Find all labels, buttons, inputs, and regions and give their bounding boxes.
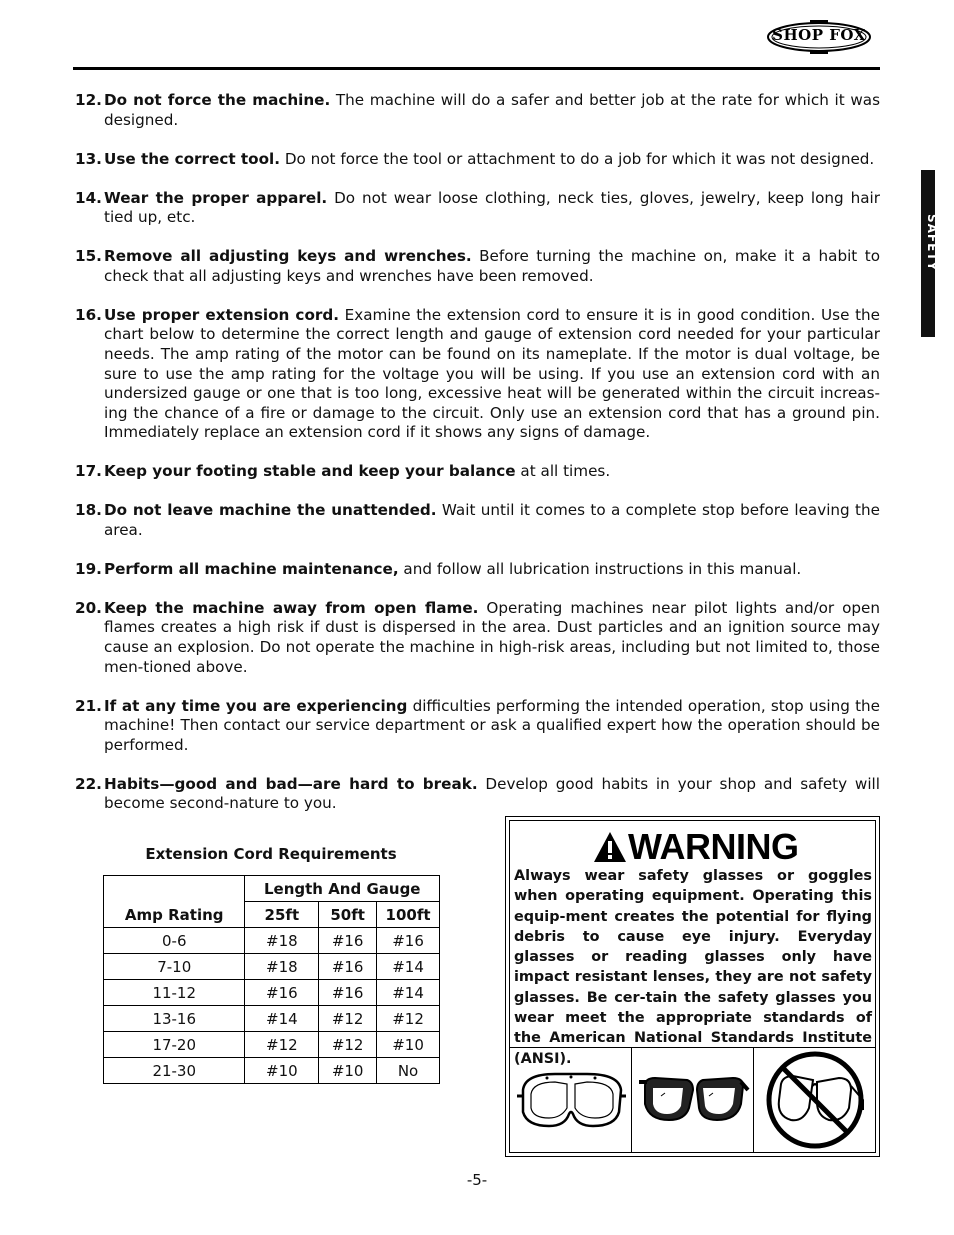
safety-rules-list	[75, 91, 880, 833]
table-row: 11-12 #16 #16 #14	[104, 980, 440, 1006]
list-item: 12. Do not force the machine. The machine will do a safer and better job at the rate for which it was designed.	[75, 91, 880, 129]
table-row: 17-20 #12 #12 #10	[104, 1032, 440, 1058]
prohibited-glasses-icon	[759, 1050, 871, 1150]
extension-cord-table	[103, 875, 440, 1084]
warning-text: Always wear safety glasses or goggles when operating equipment. Operating this equip-ment creates the potential for flying debris to cause eye injury. Everyday glasses or reading glasses only have impact resistant lenses, they are not safety glasses. Be cer-tain the safety glasses you wear meet the appropriate standards of the American National Standards Institute (ANSI).	[514, 868, 872, 1067]
list-item: 14. Wear the proper apparel. Do not wear loose clothing, neck ties, gloves, jewelry, keep long hair tied up, etc.	[75, 188, 880, 227]
list-item: 13. Use the correct tool. Do not force the tool or attachment to do a job for which it was not designed.	[75, 149, 875, 168]
warning-title: WARNING	[628, 826, 799, 867]
safety-goggles-icon	[515, 1060, 627, 1140]
section-tab	[921, 170, 939, 337]
list-item: 19. Perform all machine maintenance, and follow all lubrication instructions in this manual.	[75, 559, 802, 578]
table-row: 13-16 #14 #12 #12	[104, 1006, 440, 1032]
table-row: 7-10 #18 #16 #14	[104, 954, 440, 980]
list-item: 17. Keep your footing stable and keep your balance at all times.	[75, 462, 611, 481]
list-item: 21. If at any time you are experiencing difficulties performing the intended operation, stop using the machine! Then contact our service department or ask a qualified expert how the operation should be performed.	[75, 696, 880, 754]
warning-triangle-icon	[592, 830, 628, 864]
group-header: Length And Gauge	[245, 876, 440, 902]
list-item: 16. Use proper extension cord. Examine the extension cord to ensure it is in good condition. Use the chart below to determine the correct length and gauge of extension cord needed for your particular needs. The amp rating of the motor can be found on its nameplate. If the motor is dual voltage, be sure to use the amp rating for the voltage you will be using. If you use an extension cord with an undersized gauge or one that is too long, excessive heat will be generated within the circuit increas-ing the chance of a fire or damage to the circuit. Only use an extension cord that has a ground pin. Immediately replace an extension cord if it shows any signs of damage.	[75, 305, 880, 442]
table-title: Extension Cord Requirements	[145, 845, 397, 863]
row-header: Amp Rating	[104, 876, 245, 928]
glasses-illustrations	[510, 1047, 875, 1152]
warning-box	[505, 816, 880, 1157]
section-tab-label: SAFETY	[925, 214, 939, 272]
table-row: 0-6 #18 #16 #16	[104, 928, 440, 954]
goggles-image-cell	[510, 1048, 632, 1152]
warning-inner-frame	[509, 820, 876, 1153]
page-number: -5-	[466, 1171, 488, 1189]
header-rule	[73, 67, 880, 70]
list-item: 22. Habits—good and bad—are hard to break. Develop good habits in your shop and safety will become second-nature to you.	[75, 774, 881, 813]
column-header: 100ft	[377, 902, 440, 928]
safety-glasses-icon	[637, 1060, 749, 1140]
table-row: 21-30 #10 #10 No	[104, 1058, 440, 1084]
list-item: 20. Keep the machine away from open flame. Operating machines near pilot lights and/or open flames creates a high risk if dust is dispersed in the area. Dust particles and an ignition source may cause an explosion. Do not operate the machine in high-risk areas, including but not limited to, those men-tioned above.	[75, 598, 881, 676]
warning-header	[592, 827, 799, 867]
column-header: 50ft	[319, 902, 377, 928]
safety-glasses-image-cell	[632, 1048, 754, 1152]
list-item: 18. Do not leave machine the unattended. Wait until it comes to a complete stop before leaving the area.	[75, 501, 880, 539]
prohibited-glasses-image-cell	[754, 1048, 875, 1152]
list-item: 15. Remove all adjusting keys and wrenches. Before turning the machine on, make it a habit to check that all adjusting keys and wrenches have been removed.	[75, 247, 880, 285]
column-header: 25ft	[245, 902, 319, 928]
logo-text: SHOP FOX	[772, 26, 866, 44]
shop-fox-logo	[766, 18, 872, 56]
